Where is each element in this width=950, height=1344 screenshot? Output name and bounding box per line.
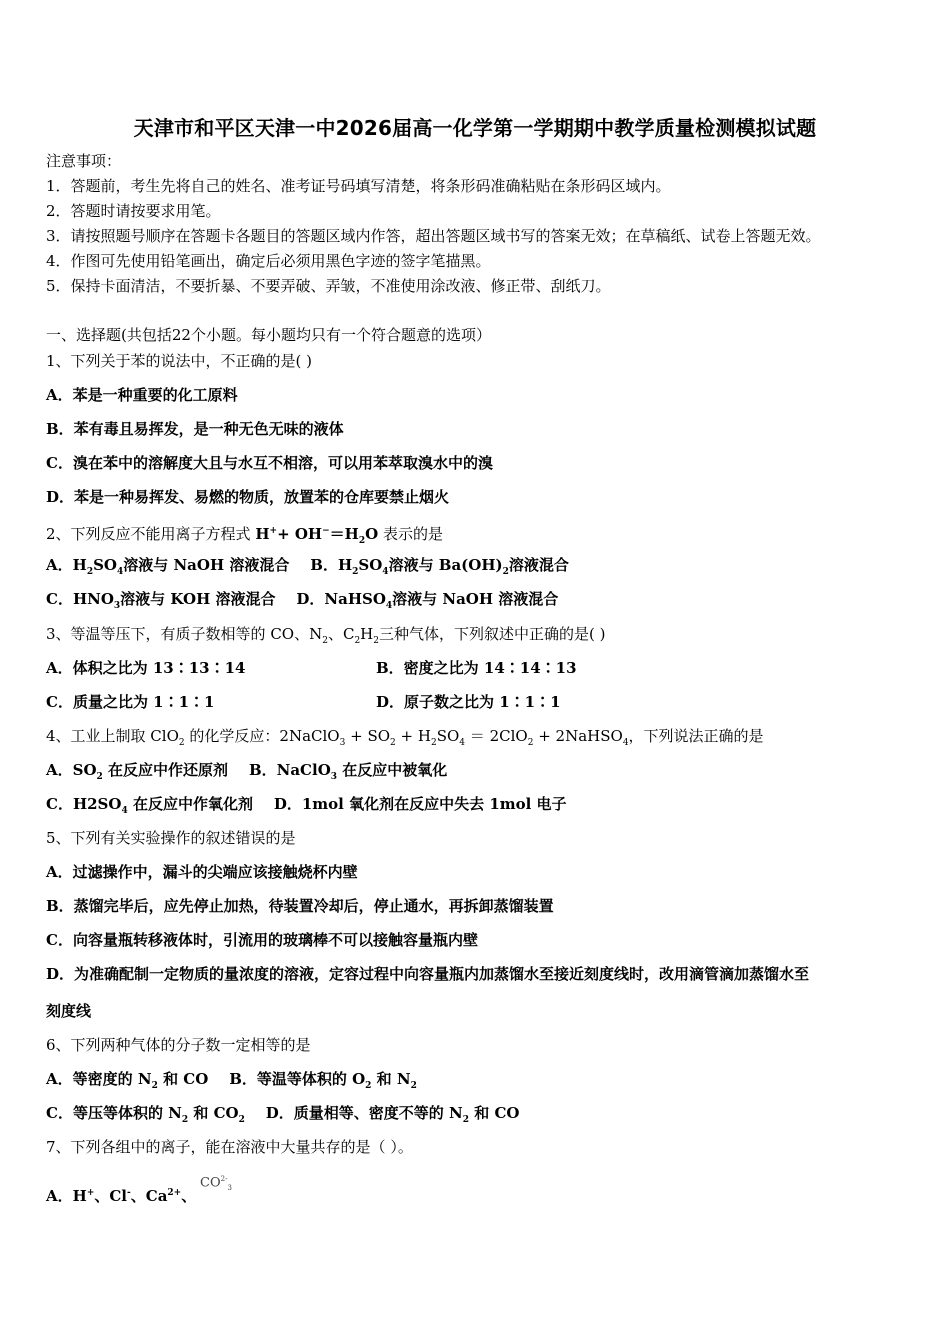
question-4-option-d: D．1mol 氧化剂在反应中失去 1mol 电子 [273,795,567,813]
question-6-stem: 6、下列两种气体的分子数一定相等的是 [46,1036,311,1054]
question-6-options-cd [46,1103,519,1130]
question-4-option-a: A．$SO_2$ 在反应中作还原剂 [46,761,229,782]
question-7-stem: 7、下列各组中的离子，能在溶液中大量共存的是（ ）。 [46,1138,413,1156]
question-4-options-cd [46,794,567,821]
notice-item-2: 2．答题时请按要求用笔。 [46,202,221,220]
question-2-option-d: D．NaHSO$_4$溶液与 NaOH 溶液混合 [296,590,559,611]
question-1-option-a: A．苯是一种重要的化工原料 [46,386,238,404]
question-6-option-a: A．等密度的 $N_2$ 和 CO [46,1070,209,1091]
question-6-option-b: B．等温等体积的 $O_2$ 和 $N_2$ [229,1070,417,1091]
question-1-option-d: D．苯是一种易挥发、易燃的物质，放置苯的仓库要禁止烟火 [46,488,450,506]
question-4-stem: 4、工业上制取 ClO$_2$ 的化学反应：2NaClO$_3$ + $SO_2 + H_2SO_4 = 2ClO_2$ + 2NaHSO$_4$，下列说法正确的是 [46,727,764,748]
question-5-option-d: D．为准确配制一定物质的量浓度的溶液，定容过程中向容量瓶内加蒸馏水至接近刻度线时，改用滴管滴加蒸馏水至 [46,965,810,983]
question-2-option-b: B．$H_2SO_4$溶液与 $Ba(OH)_2$溶液混合 [310,556,569,577]
question-2-options-cd [46,589,558,616]
notice-item-3: 3．请按照题号顺序在答题卡各题目的答题区域内作答，超出答题区域书写的答案无效；在草稿纸、试卷上答题无效。 [46,227,821,245]
question-4-option-b: B．NaClO$_3$ 在反应中被氧化 [248,761,448,782]
question-2-options-ab [46,555,569,582]
carbonate-ion-formula: $CO^{2-}_3$ [200,1175,232,1192]
question-5-option-c: C．向容量瓶转移液体时，引流用的玻璃棒不可以接触容量瓶内壁 [46,931,478,949]
question-3-option-a: A．体积之比为 13∶13∶14 [46,659,246,677]
question-5-option-d-cont: 刻度线 [46,1002,92,1020]
question-3-option-b: B．密度之比为 14∶14∶13 [376,659,577,677]
notice-item-1: 1．答题前，考生先将自己的姓名、准考证号码填写清楚，将条形码准确粘贴在条形码区域内。 [46,177,671,195]
question-6-option-c: C．等压等体积的 $N_2$ 和 $CO_2$ [46,1104,245,1125]
notice-item-4: 4．作图可先使用铅笔画出，确定后必须用黑色字迹的签字笔描黑。 [46,252,491,270]
notice-heading: 注意事项： [46,152,122,170]
question-3-option-d: D．原子数之比为 1∶1∶1 [376,693,561,711]
question-6-options-ab [46,1069,417,1096]
question-6-option-d: D．质量相等、密度不等的 $N_2$ 和 CO [265,1104,520,1125]
question-2-option-a: A．$H_2SO_4$溶液与 NaOH 溶液混合 [46,556,290,577]
question-1-stem: 1、下列关于苯的说法中，不正确的是( ) [46,352,313,370]
question-1-option-b: B．苯有毒且易挥发，是一种无色无味的液体 [46,420,344,438]
question-4-option-c: C．$H2SO_4$ 在反应中作氧化剂 [46,795,253,816]
question-5-stem: 5、下列有关实验操作的叙述错误的是 [46,829,296,847]
question-7-option-a: A．H+、Cl-、$Ca^{2+}$、 [46,1187,197,1205]
section-heading: 一、选择题(共包括22个小题。每小题均只有一个符合题意的选项） [46,326,491,344]
question-5-option-a: A．过滤操作中，漏斗的尖端应该接触烧杯内壁 [46,863,358,881]
page-title: 天津市和平区天津一中2026届高一化学第一学期期中教学质量检测模拟试题 [133,116,817,140]
question-1-option-c: C．溴在苯中的溶解度大且与水互不相溶，可以用苯萃取溴水中的溴 [46,454,493,472]
notice-item-5: 5．保持卡面清洁，不要折暴、不要弄破、弄皱，不准使用涂改液、修正带、刮纸刀。 [46,277,611,295]
question-3-stem: 3、等温等压下，有质子数相等的 CO、$N_2$、$C_2H_2$三种气体，下列叙述中正确的是( ) [46,625,606,646]
question-2-stem: 2、下列反应不能用离子方程式 $H^++ OH^-=H_2O$ 表示的是 [46,525,443,546]
question-3-option-c: C．质量之比为 1∶1∶1 [46,693,215,711]
question-4-options-ab [46,760,447,787]
question-5-option-b: B．蒸馏完毕后，应先停止加热，待装置冷却后，停止通水，再拆卸蒸馏装置 [46,897,554,915]
question-2-option-c: C．$HNO_3$溶液与 KOH 溶液混合 [46,590,276,611]
